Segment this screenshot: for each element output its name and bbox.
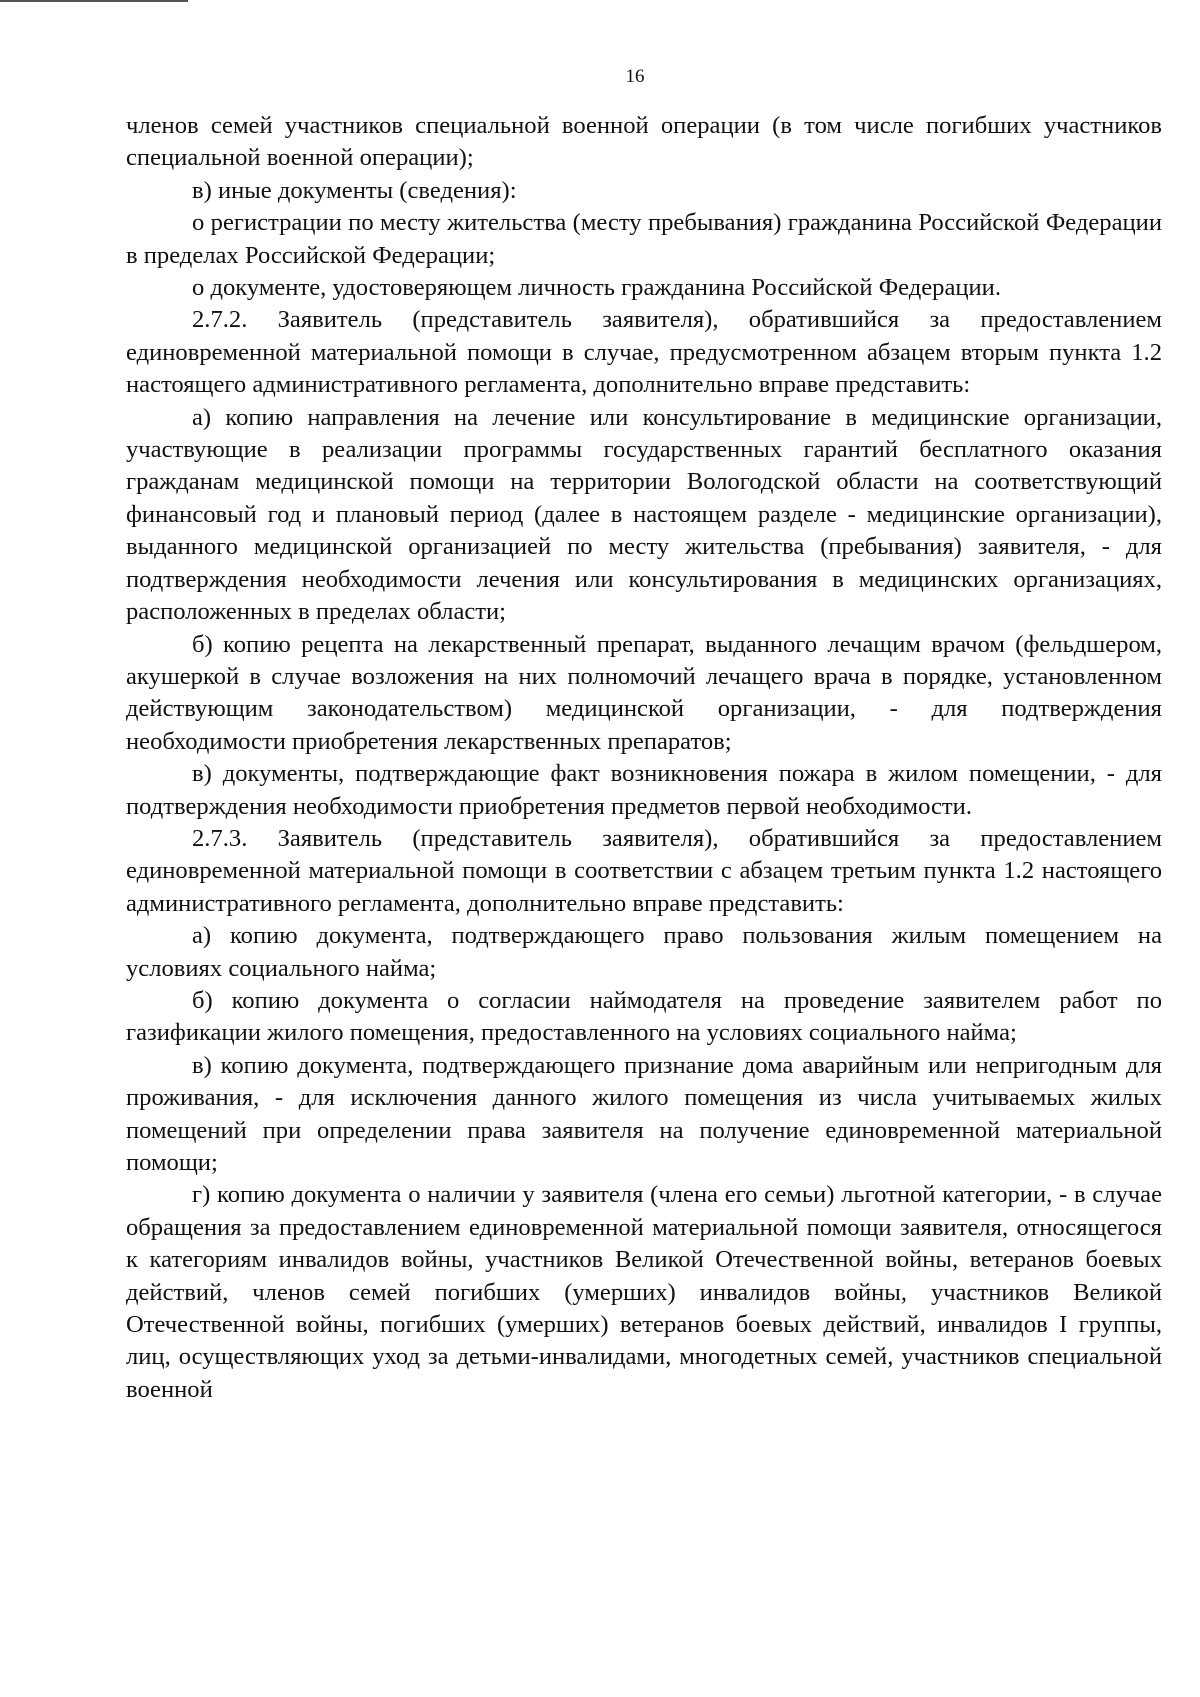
paragraph: о регистрации по месту жительства (месту пребывания) гражданина Российской Федерации в пределах Российской Федерации; [126, 209, 1162, 269]
paragraph: о документе, удостоверяющем личность гражданина Российской Федерации. [192, 274, 1001, 302]
paragraph: 2.7.3. Заявитель (представитель заявителя), обратившийся за предоставлением единовременной материальной помощи в соответствии с абзацем третьим пункта 1.2 настоящего административного регламента, дополнительно вправе представить: [126, 824, 1162, 917]
paragraph: членов семей участников специальной военной операции (в том числе погибших участников специальной военной операции); [126, 112, 1162, 172]
paragraph: б) копию документа о согласии наймодателя на проведение заявителем работ по газификации жилого помещения, предоставленного на условиях социального найма; [126, 986, 1162, 1047]
paragraph: г) копию документа о наличии у заявителя (члена его семьи) льготной категории, - в случае обращения за предоставлением единовременной материальной помощи заявителя, относящегося к категориям инвалидов войны, участников Великой Отечественной войны, ветеранов боевых действий, членов семей погибших (умерших) инвалидов войны, участников Великой Отечественной войны, погибших (умерших) ветеранов боевых действий, инвалидов I группы, лиц, осуществляющих уход за детьми-инвалидами, многодетных семей, участников специальной военной [126, 1181, 1162, 1403]
paragraph: а) копию документа, подтверждающего право пользования жилым помещением на условиях социального найма; [126, 922, 1162, 982]
paragraph: в) иные документы (сведения): [192, 176, 517, 204]
paragraph: б) копию рецепта на лекарственный препарат, выданного лечащим врачом (фельдшером, акушеркой в случае возложения на них полномочий лечащего врача в порядке, установленном действующим законодательством) медицинской организации, - для подтверждения необходимости приобретения лекарственных препаратов; [126, 630, 1162, 755]
top-edge-line [0, 0, 188, 2]
paragraph: 2.7.2. Заявитель (представитель заявителя), обратившийся за предоставлением единовременной материальной помощи в случае, предусмотренном абзацем вторым пункта 1.2 настоящего административного регламента, дополнительно вправе представить: [126, 306, 1162, 399]
document-body [126, 110, 1162, 1406]
paragraph: в) документы, подтверждающие факт возникновения пожара в жилом помещении, - для подтверждения необходимости приобретения предметов первой необходимости. [126, 760, 1162, 820]
page-number: 16 [625, 66, 645, 87]
paragraph: а) копию направления на лечение или консультирование в медицинские организации, участвующие в реализации программы государственных гарантий бесплатного оказания гражданам медицинской помощи на территории Вологодской области на соответствующий финансовый год и плановый период (далее в настоящем разделе - медицинские организации), выданного медицинской организацией по месту жительства (пребывания) заявителя, - для подтверждения необходимости лечения или консультирования в медицинских организациях, расположенных в пределах области; [126, 403, 1162, 626]
paragraph: в) копию документа, подтверждающего признание дома аварийным или непригодным для проживания, - для исключения данного жилого помещения из числа учитываемых жилых помещений при определении права заявителя на получение единовременной материальной помощи; [126, 1051, 1162, 1176]
